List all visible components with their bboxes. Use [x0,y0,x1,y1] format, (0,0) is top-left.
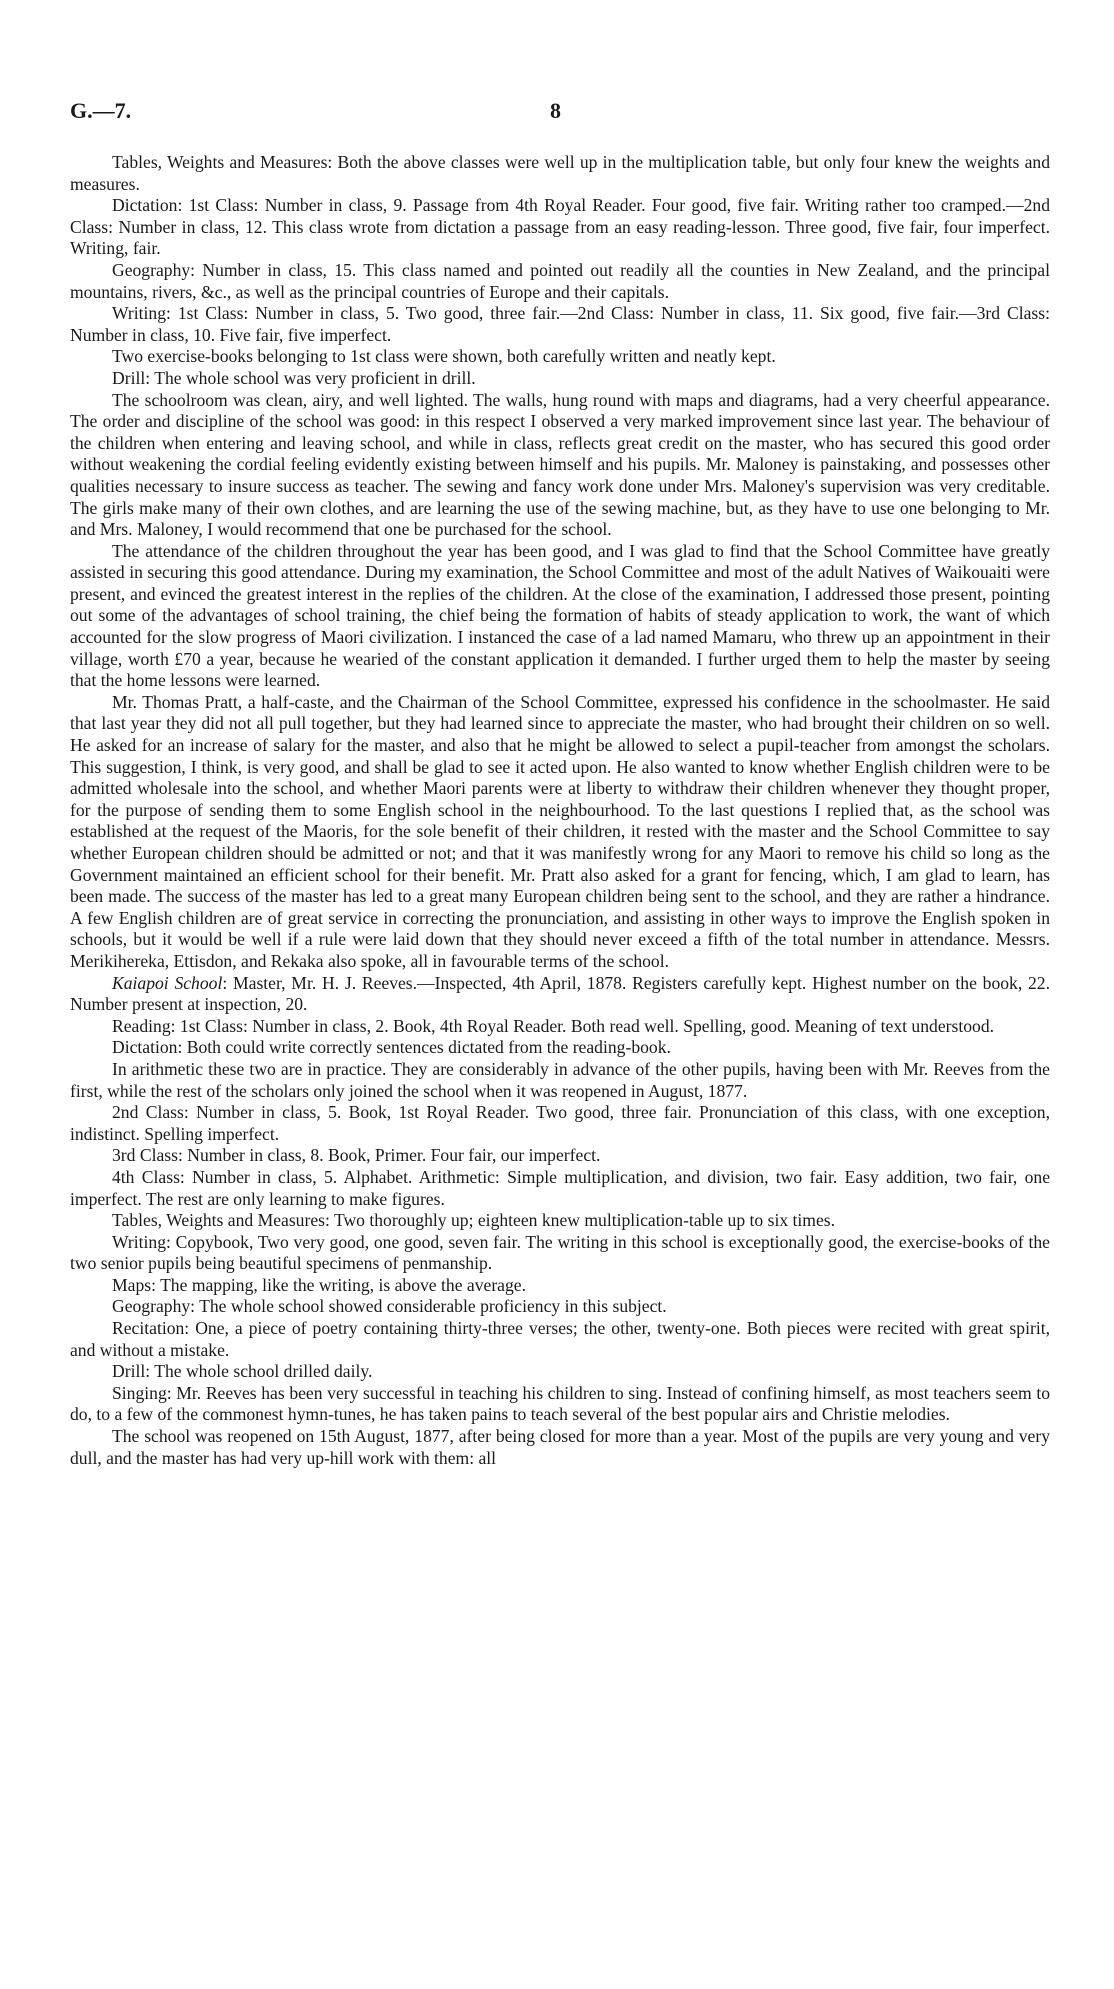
document-reference: G.—7. [70,98,132,123]
paragraph: 2nd Class: Number in class, 5. Book, 1st Royal Reader. Two good, three fair. Pronunciation of this class, with one exception, indistinct. Spelling imperfect. [70,1102,1050,1144]
paragraph: Maps: The mapping, like the writing, is above the average. [112,1274,526,1295]
paragraph: Geography: The whole school showed considerable proficiency in this subject. [112,1296,667,1317]
kaiapoi-paragraph [70,973,1050,1016]
paragraph: Dictation: 1st Class: Number in class, 9. Passage from 4th Royal Reader. Four good, five fair. Writing rather too cramped.—2nd Class: Number in class, 12. This class wrote from dictation a passage from an easy reading-lesson. Three good, five fair, four imperfect. Writing, fair. [70,195,1050,259]
paragraph: Drill: The whole school was very proficient in drill. [112,367,476,388]
paragraph: The school was reopened on 15th August, 1877, after being closed for more than a year. Most of the pupils are very young and very dull, and the master has had very up-hill work with them: all [70,1426,1050,1468]
kaiapoi-intro: : Master, Mr. H. J. Reeves.—Inspected, 4th April, 1878. Registers carefully kept. Highest number on the book, 22. Number present at inspection, 20. [70,972,1050,1015]
paragraph: Mr. Thomas Pratt, a half-caste, and the Chairman of the School Committee, expressed his confidence in the schoolmaster. He said that last year they did not all pull together, but they had learned since to appreciate the master, who had brought their children on so well. He asked for an increase of salary for the master, and also that he might be allowed to select a pupil-teacher from amongst the scholars. This suggestion, I think, is very good, and shall be glad to see it acted upon. He also wanted to know whether English children were to be admitted wholesale into the school, and whether Maori parents were at liberty to withdraw their children whenever they thought proper, for the purpose of sending them to some English school in the neighbourhood. To the last questions I replied that, as the school was established at the request of the Maoris, for the sole benefit of their children, it rested with the master and the School Committee to say whether European children should be admitted or not; and that it was manifestly wrong for any Maori to remove his child so long as the Government maintained an efficient school for their benefit. Mr. Pratt also asked for a grant for fencing, which, I am glad to learn, has been made. The success of the master has led to a great many European children being sent to the school, and they are rather a hindrance. A few English children are of great service in correcting the pronunciation, and assisting in other ways to improve the English spoken in schools, but it would be well if a rule were laid down that they should never exceed a fifth of the total number in attendance. Messrs. Merikihereka, Ettisdon, and Rekaka also spoke, all in favourable terms of the school. [70,691,1050,971]
paragraph: Geography: Number in class, 15. This class named and pointed out readily all the counties in New Zealand, and the principal mountains, rivers, &c., as well as the principal countries of Europe and their capitals. [70,259,1050,302]
paragraph: Two exercise-books belonging to 1st class were shown, both carefully written and neatly kept. [112,346,776,367]
paragraph: 4th Class: Number in class, 5. Alphabet. Arithmetic: Simple multiplication, and division, two fair. Easy addition, two fair, one imperfect. The rest are only learning to make figures. [70,1166,1050,1209]
paragraph: Writing: Copybook, Two very good, one good, seven fair. The writing in this school is exceptionally good, the exercise-books of the two senior pupils being beautiful specimens of penmanship. [70,1231,1050,1274]
paragraph: Tables, Weights and Measures: Both the above classes were well up in the multiplication table, but only four knew the weights and measures. [70,152,1050,194]
paragraph: Dictation: Both could write correctly sentences dictated from the reading-book. [112,1037,671,1058]
paragraph: The attendance of the children throughout the year has been good, and I was glad to find that the School Committee have greatly assisted in securing this good attendance. During my examination, the School Committee and most of the adult Natives of Waikouaiti were present, and evinced the greatest interest in the replies of the children. At the close of the examination, I addressed those present, pointing out some of the advantages of school training, the chief being the formation of habits of steady application to work, the want of which accounted for the slow progress of Maori civilization. I instanced the case of a lad named Mamaru, who threw up an appointment in their village, worth £70 a year, because he wearied of the constant application it demanded. I further urged them to help the master by seeing that the home lessons were learned. [70,540,1050,691]
paragraph: 3rd Class: Number in class, 8. Book, Primer. Four fair, our imperfect. [112,1145,601,1166]
school-name: Kaiapoi School [112,972,223,993]
paragraph: Tables, Weights and Measures: Two thoroughly up; eighteen knew multiplication-table up to six times. [112,1210,836,1231]
paragraph: The schoolroom was clean, airy, and well lighted. The walls, hung round with maps and diagrams, had a very cheerful appearance. The order and discipline of the school was good: in this respect I observed a very marked improvement since last year. The behaviour of the children when entering and leaving school, and while in class, reflects great credit on the master, who has secured this good order without weakening the cordial feeling evidently existing between himself and his pupils. Mr. Maloney is painstaking, and possesses other qualities necessary to insure success as teacher. The sewing and fancy work done under Mrs. Maloney's supervision was very creditable. The girls make many of their own clothes, and are learning the use of the sewing machine, but, as they have to use one belonging to Mr. and Mrs. Maloney, I would recommend that one be purchased for the school. [70,389,1050,540]
paragraph: Drill: The whole school drilled daily. [112,1361,373,1382]
page-header [70,98,1050,128]
page-number: 8 [550,98,561,123]
paragraph: Recitation: One, a piece of poetry containing thirty-three verses; the other, twenty-one. Both pieces were recited with great spirit, and without a mistake. [70,1318,1050,1360]
paragraph: Reading: 1st Class: Number in class, 2. Book, 4th Royal Reader. Both read well. Spelling, good. Meaning of text understood. [112,1015,995,1036]
paragraph: Singing: Mr. Reeves has been very successful in teaching his children to sing. Instead of confining himself, as most teachers seem to do, to a few of the commonest hymn-tunes, he has taken pains to teach several of the best popular airs and Christie melodies. [70,1382,1050,1425]
paragraph: In arithmetic these two are in practice. They are considerably in advance of the other pupils, having been with Mr. Reeves from the first, while the rest of the scholars only joined the school when it was reopened in August, 1877. [70,1058,1050,1101]
paragraph: Writing: 1st Class: Number in class, 5. Two good, three fair.—2nd Class: Number in class, 11. Six good, five fair.—3rd Class: Number in class, 10. Five fair, five imperfect. [70,303,1050,345]
body-text [70,152,1050,1469]
